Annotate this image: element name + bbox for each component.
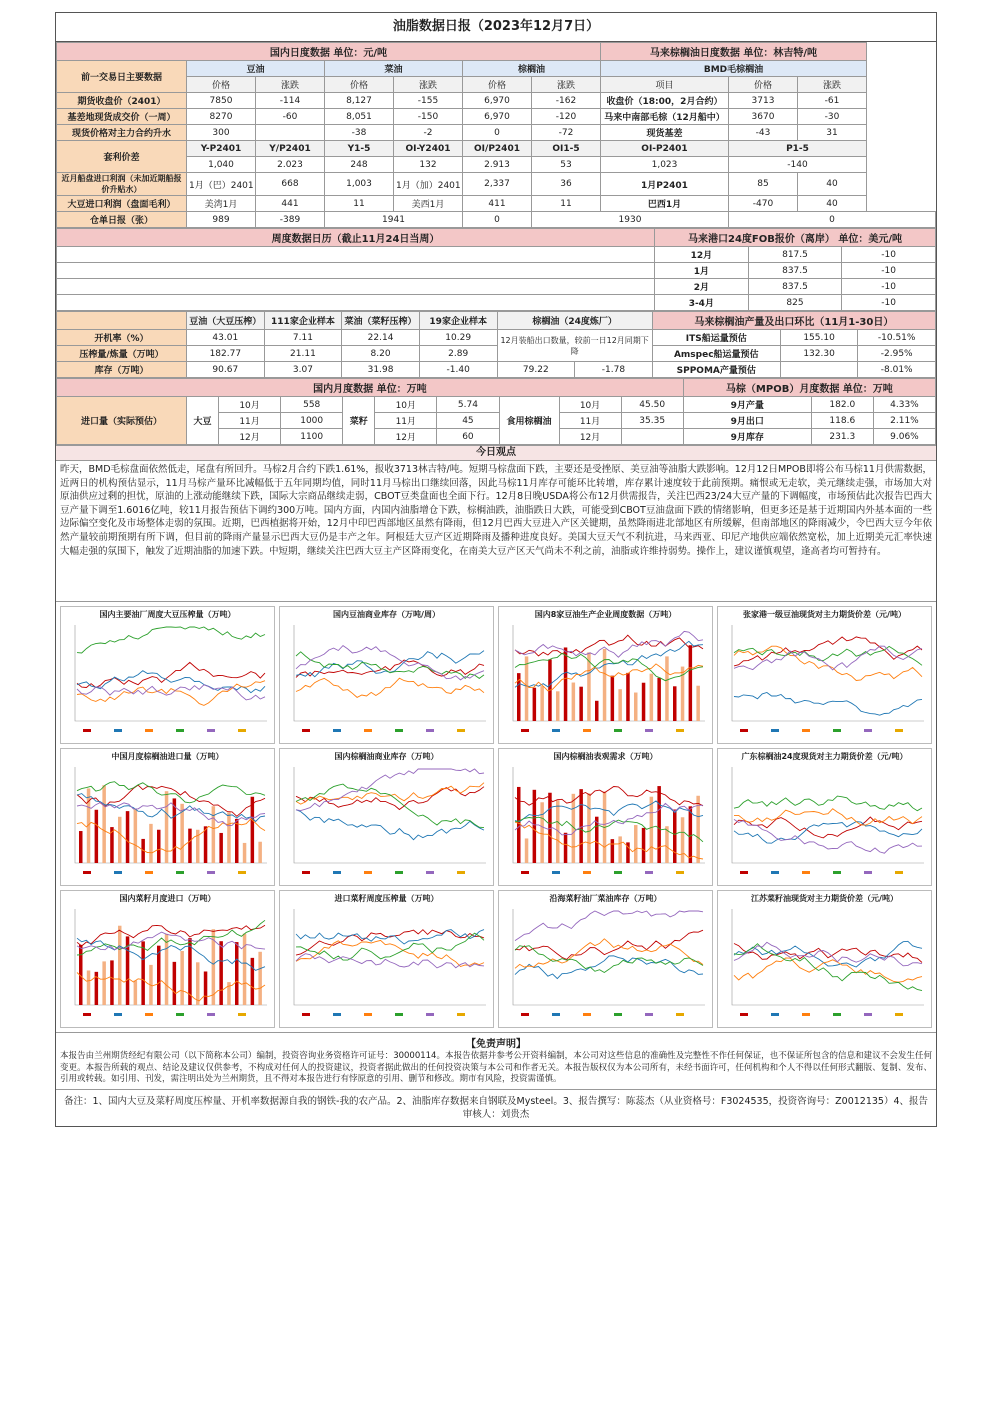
- chart-bar: [157, 946, 161, 1005]
- legend-swatch: [426, 1013, 434, 1016]
- change-head: 涨跌: [394, 77, 463, 93]
- legend-swatch: [145, 729, 153, 732]
- legend-swatch: [333, 729, 341, 732]
- chart-panel: 国内主要油厂周度大豆压榨量（万吨）: [60, 606, 275, 744]
- chart-panel: 中国月度棕榈油进口量（万吨）: [60, 748, 275, 886]
- change-head: 涨跌: [798, 77, 867, 93]
- chart-bar: [227, 812, 231, 863]
- legend-swatch: [176, 1013, 184, 1016]
- chart-bar: [665, 656, 669, 721]
- chart-thumbnail: [503, 905, 709, 1021]
- legend-swatch: [645, 1013, 653, 1016]
- chart-panel: 江苏菜籽油现货对主力期货价差（元/吨）: [717, 890, 932, 1028]
- warrant-label: 仓单日报（张）: [57, 212, 187, 228]
- daily-table: 国内日度数据 单位：元/吨 马来棕榈油日度数据 单位：林吉特/吨 前一交易日主要数据 豆油 菜油 棕榈油 BMD毛棕榈油 价格 涨跌 价格 涨跌 价格 涨跌 项目 价格 涨跌 期货收盘价（2401） 7850 -114 8,127 -155 6,970 -162 收盘价（18:00，2月合约） 3713 -61 基差地现货成交价（一周） 8270 -60 8,051 -150 6,970 -120 马来中南部毛棕（12月船中） 3670 -30 现货价格对主力合约升水 300 -38 -2 0 -72 现货基差 -43 31 套利价差 Y-P2401 Y/P2401 Y1-5 OI-Y2401 OI/P2401 OI1-5 OI-P2401 P1-5 1,040 2.023 248 132 2.913 53 1,023 -140 近月船盘进口利润（未加近期船报价升贴水） 1月（巴）2401 668 1,003 1月（加）2401 2,337 36 1月P2401 85 40 大豆进口利润（盘面毛利） 美湾1月 441 11 美西1月 411 11 巴西1月 -470 40 仓单日报（张） 989 -389 1941 0 1930 0: [56, 42, 936, 228]
- prev-day-label: 前一交易日主要数据: [57, 61, 187, 93]
- chart-bar: [696, 686, 700, 721]
- chart-grid: [56, 601, 936, 1032]
- chart-bar: [219, 833, 223, 863]
- chart-bar: [204, 971, 208, 1005]
- mpob-header: 马棕（MPOB）月度数据 单位：万吨: [683, 379, 935, 397]
- report-title: 油脂数据日报（2023年12月7日）: [56, 13, 936, 42]
- chart-line: [296, 954, 484, 968]
- fob-table: 周度数据日历（截止11月24日当周） 马来港口24度FOB报价（离岸） 单位：美元/吨 12月 817.5 -10 1月 837.5 -10 2月 837.5 -10 3-4月 825 -10: [56, 228, 936, 311]
- chart-bar: [579, 687, 583, 721]
- change-head: 涨跌: [256, 77, 325, 93]
- chart-thumbnail: [65, 905, 271, 1021]
- legend-swatch: [645, 871, 653, 874]
- chart-line: [515, 631, 703, 657]
- chart-bar: [134, 809, 138, 863]
- disclaimer-title: 【免责声明】: [56, 1032, 936, 1050]
- chart-line: [296, 940, 484, 966]
- chart-bar: [243, 934, 247, 1005]
- price-head: 价格: [187, 77, 256, 93]
- legend-swatch: [302, 871, 310, 874]
- legend-swatch: [238, 1013, 246, 1016]
- chart-bar: [540, 802, 544, 863]
- chart-bar: [517, 787, 521, 863]
- chart-bar: [173, 798, 177, 863]
- chart-bar: [650, 797, 654, 863]
- disclaimer-text: 本报告由兰州期货经纪有限公司（以下简称本公司）编制，投资咨询业务资格许可证号：30000114。本报告依据并参考公开资料编制，本公司对这些信息的准确性及完整性不作任何保证，也不保证所包含的信息和建议不会发生任何变更。本报告所载的观点、结论及建议仅供参考，不构成对任何人的投资建议，投资者据此做出的任何投资决策与本公司和作者无关。本报告版权仅为本公司所有，未经书面许可，任何机构和个人不得以任何形式翻版、复制、发布、引用或转载。如引用、刊发，需注明出处为兰州期货，且不得对本报告进行有悖原意的引用、删节和修改。期市有风险，投资需谨慎。: [60, 1051, 932, 1084]
- chart-bar: [235, 819, 239, 863]
- chart-bar: [157, 830, 161, 863]
- legend-swatch: [864, 729, 872, 732]
- legend-swatch: [614, 871, 622, 874]
- spread-label: 套利价差: [57, 141, 187, 173]
- chart-thumbnail: [284, 905, 490, 1021]
- legend-swatch: [614, 729, 622, 732]
- legend-swatch: [426, 729, 434, 732]
- chart-bar: [665, 826, 669, 863]
- legend-swatch: [176, 871, 184, 874]
- chart-bar: [188, 829, 192, 863]
- legend-swatch: [583, 729, 591, 732]
- chart-bar: [196, 962, 200, 1005]
- table-row: 基差地现货成交价（一周） 8270 -60 8,051 -150 6,970 -120 马来中南部毛棕（12月船中） 3670 -30: [57, 109, 936, 125]
- note-text: 备注：1、国内大豆及菜籽周度压榨量、开机率数据源自我的钢铁-我的农产品。2、油脂库存数据来自钢联及Mysteel。3、报告撰写：陈蕊杰（从业资格号：F3024535，投资咨询号：Z0012135）4、报告审核人：刘贵杰: [56, 1089, 936, 1126]
- legend-swatch: [145, 871, 153, 874]
- price-head: 价格: [729, 77, 798, 93]
- chart-bar: [251, 958, 255, 1005]
- legend-swatch: [145, 1013, 153, 1016]
- legend-swatch: [333, 871, 341, 874]
- chart-line: [515, 641, 703, 687]
- legend-swatch: [457, 1013, 465, 1016]
- chart-line: [734, 796, 922, 811]
- legend-swatch: [364, 871, 372, 874]
- chart-thumbnail: [65, 763, 271, 879]
- chart-bar: [533, 688, 537, 721]
- chart-line: [77, 671, 265, 693]
- legend-swatch: [676, 871, 684, 874]
- chart-bar: [634, 693, 638, 721]
- col-palm: 棕榈油: [463, 61, 601, 77]
- chart-thumbnail: [503, 763, 709, 879]
- chart-bar: [251, 797, 255, 863]
- legend-swatch: [740, 871, 748, 874]
- chart-bar: [525, 656, 529, 721]
- legend-swatch: [802, 1013, 810, 1016]
- legend-swatch: [207, 1013, 215, 1016]
- legend-swatch: [83, 729, 91, 732]
- legend-swatch: [457, 871, 465, 874]
- legend-swatch: [740, 1013, 748, 1016]
- legend-swatch: [552, 871, 560, 874]
- chart-bar: [673, 809, 677, 863]
- chart-bar: [650, 674, 654, 721]
- legend-swatch: [364, 1013, 372, 1016]
- chart-thumbnail: [284, 763, 490, 879]
- change-head: 涨跌: [532, 77, 601, 93]
- domestic-header: 国内日度数据 单位：元/吨: [57, 43, 601, 61]
- weekly-table: 豆油（大豆压榨） 111家企业样本 菜油（菜籽压榨） 19家企业样本 棕榈油（24度炼厂） 马来棕榈油产量及出口环比（11月1-30日） 开机率（%） 43.01 7.11 22.14 10.29 12月装船出口数量，较前一日12月同期下降 ITS船运量预估 155.10 -10.51% 压榨量/炼量（万吨） 182.77 21.11 8.20 2.89 Amspec船运量预估 132.30 -2.95% 库存（万吨） 90.67 3.07 31.98 -1.40 79.22 -1.78 SPPOMA产量预估 -8.01%: [56, 311, 936, 378]
- chart-panel: 张家港一级豆油现货对主力期货价差（元/吨）: [717, 606, 932, 744]
- chart-bar: [180, 951, 184, 1005]
- chart-bar: [618, 836, 622, 863]
- chart-panel: 国内棕榈油表观需求（万吨）: [498, 748, 713, 886]
- chart-bar: [87, 970, 91, 1005]
- chart-bar: [165, 934, 169, 1005]
- legend-swatch: [238, 729, 246, 732]
- chart-axis: [513, 909, 705, 1005]
- chart-thumbnail: [722, 621, 928, 737]
- item-head: 项目: [601, 77, 729, 93]
- price-head: 价格: [463, 77, 532, 93]
- chart-bar: [673, 686, 677, 721]
- legend-swatch: [521, 871, 529, 874]
- legend-swatch: [457, 729, 465, 732]
- legend-swatch: [802, 871, 810, 874]
- chart-bar: [657, 678, 661, 721]
- legend-swatch: [426, 871, 434, 874]
- monthly-header: 国内月度数据 单位：万吨: [57, 379, 684, 397]
- chart-bar: [611, 676, 615, 721]
- chart-panel: 国内棕榈油商业库存（万吨）: [279, 748, 494, 886]
- chart-bar: [141, 941, 145, 1005]
- legend-swatch: [83, 871, 91, 874]
- chart-bar: [540, 686, 544, 721]
- legend-swatch: [583, 871, 591, 874]
- table-row: 开机率（%） 43.01 7.11 22.14 10.29 12月装船出口数量，较前一日12月同期下降 ITS船运量预估 155.10 -10.51%: [57, 330, 936, 346]
- chart-line: [515, 653, 703, 680]
- legend-swatch: [114, 1013, 122, 1016]
- legend-swatch: [895, 729, 903, 732]
- chart-line: [734, 646, 922, 680]
- chart-bar: [681, 817, 685, 863]
- chart-bar: [579, 789, 583, 863]
- chart-bar: [587, 793, 591, 863]
- legend-swatch: [552, 729, 560, 732]
- chart-panel: 沿海菜籽油厂菜油库存（万吨）: [498, 890, 713, 1028]
- chart-bar: [595, 701, 599, 721]
- chart-bar: [173, 962, 177, 1005]
- legend-swatch: [833, 1013, 841, 1016]
- chart-line: [515, 946, 703, 973]
- legend-swatch: [676, 1013, 684, 1016]
- chart-panel: 国内豆油商业库存（万吨/周）: [279, 606, 494, 744]
- col-rape: 菜油: [325, 61, 463, 77]
- malaysia-header: 马来棕榈油日度数据 单位：林吉特/吨: [601, 43, 867, 61]
- legend-swatch: [614, 1013, 622, 1016]
- malay-prod-header: 马来棕榈油产量及出口环比（11月1-30日）: [652, 312, 935, 330]
- legend-swatch: [395, 729, 403, 732]
- legend-swatch: [771, 729, 779, 732]
- chart-bar: [118, 817, 122, 863]
- chart-panel: 广东棕榈油24度现货对主力期货价差（元/吨）: [717, 748, 932, 886]
- legend-swatch: [645, 729, 653, 732]
- legend-swatch: [521, 729, 529, 732]
- chart-panel: 国内8家豆油生产企业周度数据（万吨）: [498, 606, 713, 744]
- table-row: 压榨量/炼量（万吨） 182.77 21.11 8.20 2.89 Amspec船运量预估 132.30 -2.95%: [57, 346, 936, 362]
- chart-bar: [611, 839, 615, 863]
- chart-thumbnail: [722, 905, 928, 1021]
- chart-bar: [626, 673, 630, 721]
- legend-swatch: [895, 871, 903, 874]
- chart-bar: [564, 647, 568, 721]
- chart-bar: [556, 691, 560, 721]
- chart-bar: [642, 828, 646, 863]
- legend-swatch: [771, 871, 779, 874]
- legend-swatch: [302, 729, 310, 732]
- chart-bar: [657, 786, 661, 863]
- chart-line: [734, 693, 922, 716]
- chart-thumbnail: [284, 621, 490, 737]
- est-label: 进口量（实际预估）: [57, 397, 187, 445]
- table-row: 现货价格对主力合约升水 300 -38 -2 0 -72 现货基差 -43 31: [57, 125, 936, 141]
- chart-bar: [149, 824, 153, 863]
- report-sheet: [55, 12, 937, 1127]
- legend-swatch: [302, 1013, 310, 1016]
- legend-swatch: [364, 729, 372, 732]
- chart-bar: [110, 960, 114, 1005]
- col-bmd: BMD毛棕榈油: [601, 61, 867, 77]
- chart-line: [296, 652, 484, 679]
- legend-swatch: [802, 729, 810, 732]
- legend-swatch: [176, 729, 184, 732]
- chart-line: [734, 958, 922, 982]
- table-row: 期货收盘价（2401） 7850 -114 8,127 -155 6,970 -162 收盘价（18:00，2月合约） 3713 -61: [57, 93, 936, 109]
- chart-line: [734, 809, 922, 825]
- chart-bar: [79, 831, 83, 863]
- chart-bar: [642, 683, 646, 721]
- chart-line: [296, 810, 484, 840]
- chart-line: [296, 678, 484, 697]
- legend-swatch: [395, 871, 403, 874]
- chart-bar: [564, 833, 568, 863]
- legend-swatch: [333, 1013, 341, 1016]
- legend-swatch: [207, 871, 215, 874]
- legend-swatch: [833, 729, 841, 732]
- legend-swatch: [114, 729, 122, 732]
- chart-line: [77, 685, 265, 700]
- chart-axis: [75, 625, 267, 721]
- chart-axis: [732, 625, 924, 721]
- chart-bar: [134, 980, 138, 1005]
- legend-swatch: [895, 1013, 903, 1016]
- legend-swatch: [583, 1013, 591, 1016]
- legend-swatch: [552, 1013, 560, 1016]
- price-head: 价格: [325, 77, 394, 93]
- legend-swatch: [833, 871, 841, 874]
- col-soy: 豆油: [187, 61, 325, 77]
- legend-swatch: [114, 871, 122, 874]
- chart-thumbnail: [65, 621, 271, 737]
- monthly-table: 国内月度数据 单位：万吨 马棕（MPOB）月度数据 单位：万吨 进口量（实际预估） 大豆 10月 558 菜籽 10月 5.74 食用棕榈油 10月 45.50 9月产量 182.0 4.33% 11月 1000 11月 45 11月 35.35 9月出口 118.6 2.11% 12月 1100 12月 60 12月 9月库存 231.3 9.06%: [56, 378, 936, 445]
- chart-bar: [204, 826, 208, 863]
- chart-thumbnail: [722, 763, 928, 879]
- legend-swatch: [395, 1013, 403, 1016]
- chart-bar: [618, 689, 622, 721]
- chart-line: [515, 911, 703, 941]
- chart-bar: [118, 926, 122, 1005]
- legend-swatch: [864, 871, 872, 874]
- chart-bar: [258, 952, 262, 1005]
- chart-bar: [126, 811, 130, 863]
- chart-axis: [294, 767, 486, 863]
- fob-header: 马来港口24度FOB报价（离岸） 单位：美元/吨: [655, 229, 936, 247]
- chart-bar: [243, 843, 247, 863]
- chart-line: [515, 956, 703, 979]
- chart-bar: [689, 645, 693, 721]
- view-text: 昨天，BMD毛棕盘面依然低走，尾盘有所回升。马棕2月合约下跌1.61%，报收3713林吉特/吨。短期马棕盘面下跌，主要还是受挫原、美豆油等油脂大跌影响。12月12日MPOB即将公布马棕11月供需数据，近两日的机构预估显示，11月马棕产量环比减幅低于五年同期均值，同时11月马棕出口继续回落，因此马棕11月库存可能环比转增，库存累计速度较于此前预期。痛恨或无走软，美元继续走强，市场加大对原油供应过剩的担忧，原油的上涨动能继续下跌，国际大宗商品继续走弱，CBOT豆类盘面也全面下行。12月8日晚USDA将公布12月供需报告，关注巴西23/24大豆产量的下调幅度，市场预估此次报告巴西大豆产量下调至1.6016亿吨，较11月报告预估下调约300万吨。国内方面，内国内油脂增仓下跌，棕榈油跌，油脂跌日大跌，可能受到CBOT豆油盘面下跌的情绪影响，但更多还是基于近期国内外基本面的一些边际偏空变化及市场整体走弱的氛围。近期，巴西植据将开始，12月中印巴西部地区虽然有降雨，但12月巴西大豆进入产区关键期，虽然降雨进北部地区有所缓解，但南部地区的降雨减少，令巴西大豆今年依然产量较前期预期有所下调，但目前的降雨产量显示巴西大豆仍是丰产之年。阿根廷大豆产区近期降雨及播种进度良好。美国大豆天气不利抗进，马来西亚、印尼产地供应端依然宽松，加上近期美元汇率快速大幅走强的氛围下，触发了近期油脂的加速下跌。中短期，继续关注巴西大豆主产区降雨变化，在南美大豆产区天气尚未不利之前，油脂或许维持弱势。操作上，建议谨慎观望，逢高者均可暂持有。: [60, 464, 932, 557]
- legend-swatch: [864, 1013, 872, 1016]
- chart-bar: [525, 838, 529, 863]
- chart-bar: [258, 842, 262, 863]
- legend-swatch: [676, 729, 684, 732]
- chart-bar: [165, 791, 169, 863]
- legend-swatch: [771, 1013, 779, 1016]
- chart-thumbnail: [503, 621, 709, 737]
- chart-bar: [102, 961, 106, 1005]
- import-label: 近月船盘进口利润（未加近期船报价升贴水）: [57, 173, 187, 196]
- chart-line: [77, 627, 265, 653]
- chart-bar: [235, 942, 239, 1005]
- chart-bar: [689, 806, 693, 863]
- legend-swatch: [207, 729, 215, 732]
- chart-line: [296, 783, 484, 804]
- chart-panel: 国内菜籽月度进口（万吨）: [60, 890, 275, 1028]
- legend-swatch: [238, 871, 246, 874]
- view-title: 今日观点: [56, 445, 936, 461]
- weekly-header: 周度数据日历（截止11月24日当周）: [57, 229, 655, 247]
- legend-swatch: [83, 1013, 91, 1016]
- chart-bar: [634, 825, 638, 863]
- chart-axis: [732, 909, 924, 1005]
- chart-bar: [95, 810, 99, 863]
- chart-panel: 进口菜籽周度压榨量（万吨）: [279, 890, 494, 1028]
- crush-label: 大豆进口利润（盘面毛利）: [57, 196, 187, 212]
- legend-swatch: [740, 729, 748, 732]
- chart-bar: [572, 683, 576, 721]
- chart-line: [734, 944, 922, 991]
- table-row: 库存（万吨） 90.67 3.07 31.98 -1.40 79.22 -1.78 SPPOMA产量预估 -8.01%: [57, 362, 936, 378]
- legend-swatch: [521, 1013, 529, 1016]
- chart-bar: [595, 817, 599, 863]
- chart-bar: [102, 785, 106, 863]
- chart-bar: [219, 941, 223, 1005]
